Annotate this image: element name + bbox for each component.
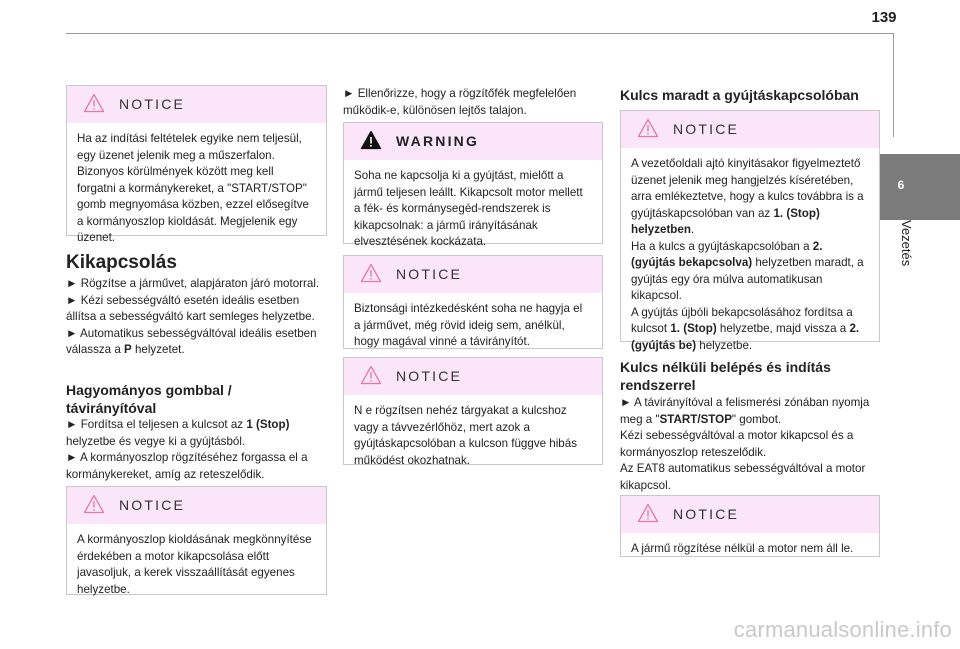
notice-box-3 (343, 255, 603, 349)
body-text-col1-b (66, 417, 328, 483)
page-number: 139 (871, 9, 897, 26)
section-heading-kikapcsolas: Kikapcsolás (66, 252, 177, 273)
paragraph: ► Fordítsa el teljesen a kulcsot az 1 (Stop) helyzetbe és vegye ki a gyújtásból. (66, 418, 290, 448)
notice-triangle-outline-icon (360, 365, 382, 385)
notice-box-6 (620, 495, 880, 557)
body-text-col3 (620, 395, 882, 495)
notice-text: Ha az indítási feltételek egyike nem teljesül, egy üzenet jelenik meg a műszerfalon. Bizonyos körülmények között meg kell forgatni a kormánykereket, a "START/STOP" gomb megnyomása közben, ezzel elősegítve a kormányoszlop kioldását. Megjelenik egy üzenet. (77, 132, 310, 244)
notice-text: Biztonsági intézkedésként soha ne hagyja el a járművet, még rövid ideig sem, anélkül, hogy magával vinné a távirányítót. (354, 302, 583, 348)
notice-label: NOTICE (396, 368, 463, 384)
notice-box-2 (66, 486, 327, 595)
paragraph: ► Kézi sebességváltó esetén ideális esetben állítsa a sebességváltó kart semleges helyzetbe. (66, 293, 315, 324)
subheading-kulcs-maradt: Kulcs maradt a gyújtáskapcsolóban (620, 87, 859, 103)
notice-triangle-outline-icon (83, 494, 105, 514)
notice-label: NOTICE (396, 266, 463, 282)
notice-label: NOTICE (673, 506, 740, 522)
notice-triangle-outline-icon (83, 93, 105, 113)
warning-label: WARNING (396, 133, 480, 149)
notice-triangle-outline-icon (637, 503, 659, 523)
notice-label: NOTICE (119, 96, 186, 112)
paragraph: ► A távirányítóval a felismerési zónában nyomja meg a "START/STOP" gombot. (620, 396, 870, 426)
notice-box-5 (620, 110, 880, 352)
paragraph: Kézi sebességváltóval a motor kikapcsol és a kormányoszlop reteszelődik. (620, 429, 854, 459)
warning-text: Soha ne kapcsolja ki a gyújtást, mielőtt a jármű teljesen leállt. Kikapcsolt motor mellett a fék- és kormánysegéd-rendszerek is kikapcsolnak: a jármű irányításának elvesztésének kockázata. (354, 169, 583, 248)
notice-box-4 (343, 357, 603, 465)
body-text-col1-a (66, 276, 328, 359)
notice-label: NOTICE (673, 121, 740, 137)
subheading-hagyomanyos: Hagyományos gombbal / távirányítóval (66, 382, 232, 416)
paragraph: ► Automatikus sebességváltóval ideális esetben válassza a P helyzetet. (66, 326, 317, 357)
notice-box-1 (66, 85, 327, 244)
notice-triangle-outline-icon (360, 263, 382, 283)
notice-triangle-outline-icon (637, 118, 659, 138)
watermark: carmanualsonline.info (733, 617, 952, 642)
chapter-number: 6 (897, 178, 905, 192)
notice-text: A vezetőoldali ajtó kinyitásakor figyelmeztető üzenet jelenik meg hangjelzés kíséretében, arra emlékeztetve, hogy a kulcs továbbra is a gyújtáskapcsolóban van az 1. (Stop) helyzetben. (631, 157, 864, 236)
body-text-col2: ► Ellenőrizze, hogy a rögzítőfék megfelelően működik-e, különösen lejtős talajon. (343, 87, 577, 117)
side-rule (893, 33, 894, 137)
paragraph: Az EAT8 automatikus sebességváltóval a motor kikapcsol. (620, 462, 866, 492)
notice-label: NOTICE (119, 497, 186, 513)
chapter-tab[interactable] (876, 154, 960, 220)
paragraph: ► A kormányoszlop rögzítéséhez forgassa el a kormánykereket, amíg az reteszelődik. (66, 451, 308, 481)
paragraph: ► Rögzítse a járművet, alapjáraton járó motorral. (66, 277, 320, 290)
subheading-kulcs-nelkuli: Kulcs nélküli belépés és indítás rendszerrel (620, 359, 831, 393)
chapter-title: Vezetés (899, 220, 914, 267)
notice-text: N e rögzítsen nehéz tárgyakat a kulcshoz vagy a távvezérlőhöz, mert azok a gyújtáskapcsolóban a kulcson függve hibás működést okozhatnak. (354, 404, 578, 467)
header-rule (66, 33, 894, 34)
notice-text: A gyújtás újbóli bekapcsolásához fordítsa a kulcsot 1. (Stop) helyzetbe, majd vissza a 2. (gyújtás be) helyzetbe. (631, 305, 860, 352)
notice-text: A kormányoszlop kioldásának megkönnyítése érdekében a motor kikapcsolása előtt javasoljuk, a kerek visszaállítását egyenes helyzetbe. (77, 533, 312, 596)
notice-text: A jármű rögzítése nélkül a motor nem áll le. (631, 542, 854, 555)
warning-box (343, 122, 603, 248)
warning-triangle-filled-icon (360, 130, 382, 150)
notice-text: Ha a kulcs a gyújtáskapcsolóban a 2. (gyújtás bekapcsolva) helyzetben maradt, a gyújtás egy óra múlva automatikusan kikapcsol. (631, 239, 864, 302)
